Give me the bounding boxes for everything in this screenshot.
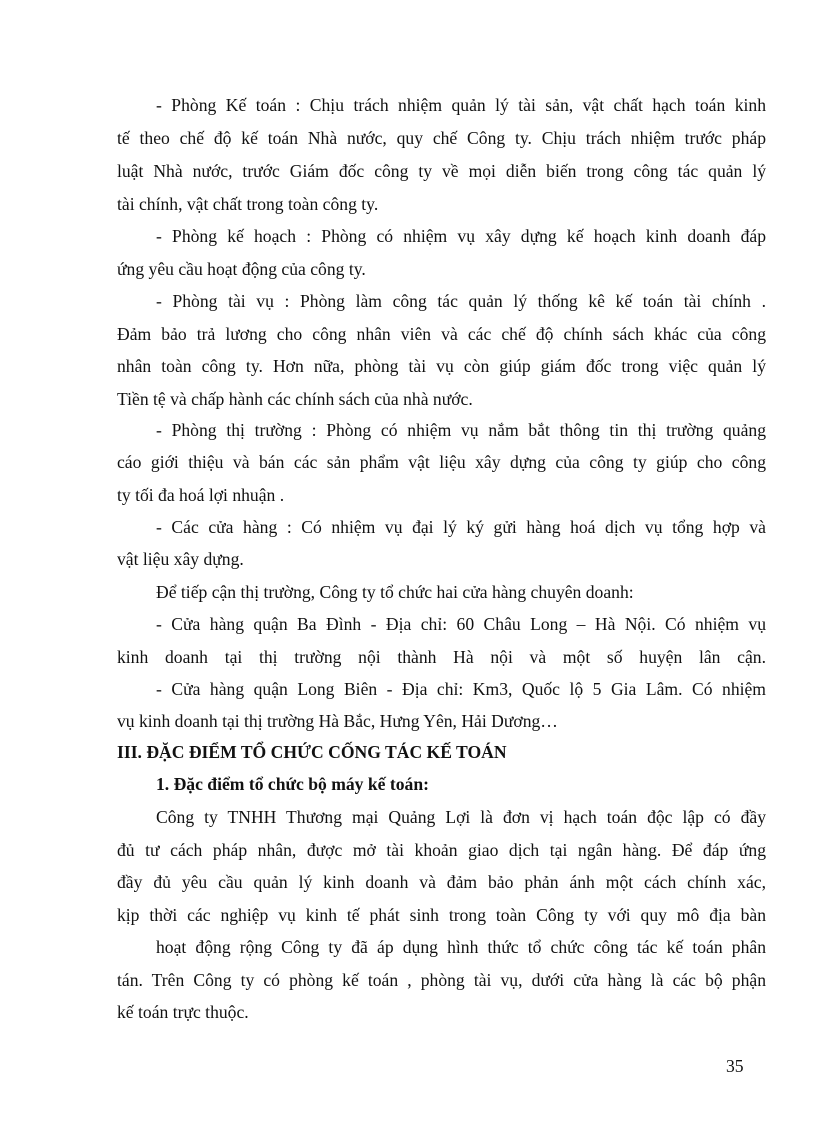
text-line: - Phòng tài vụ : Phòng làm công tác quản lý thống kê kế toán tài chính . [156, 291, 766, 311]
page-number: 35 [726, 1056, 744, 1076]
text-line: Tiền tệ và chấp hành các chính sách của nhà nước. [117, 389, 473, 409]
text-line: tế theo chế độ kế toán Nhà nước, quy chế Công ty. Chịu trách nhiệm trước pháp [117, 128, 766, 148]
text-line: luật Nhà nước, trước Giám đốc công ty về mọi diễn biến trong công tác quản lý [117, 161, 766, 181]
text-line: - Phòng thị trường : Phòng có nhiệm vụ nắm bắt thông tin thị trường quảng [156, 420, 766, 440]
text-line: Đảm bảo trả lương cho công nhân viên và các chế độ chính sách khác của công [117, 324, 766, 344]
text-line: đầy đủ yêu cầu quản lý kinh doanh và đảm bảo phản ánh một cách chính xác, [117, 872, 766, 892]
text-line: - Phòng kế hoạch : Phòng có nhiệm vụ xây dựng kế hoạch kinh doanh đáp [156, 226, 766, 246]
text-line: hoạt động rộng Công ty đã áp dụng hình thức tổ chức công tác kế toán phân [156, 937, 766, 957]
text-line: tán. Trên Công ty có phòng kế toán , phòng tài vụ, dưới cửa hàng là các bộ phận [117, 970, 766, 990]
text-line: vật liệu xây dựng. [117, 549, 244, 569]
text-line: - Các cửa hàng : Có nhiệm vụ đại lý ký gửi hàng hoá dịch vụ tổng hợp và [156, 517, 766, 537]
text-line: kịp thời các nghiệp vụ kinh tế phát sinh trong toàn Công ty với quy mô địa bàn [117, 905, 766, 925]
text-line: tài chính, vật chất trong toàn công ty. [117, 194, 379, 214]
text-line: đủ tư cách pháp nhân, được mở tài khoản giao dịch tại ngân hàng. Để đáp ứng [117, 840, 766, 860]
text-line: - Phòng Kế toán : Chịu trách nhiệm quản lý tài sản, vật chất hạch toán kinh [156, 95, 766, 115]
text-line: Để tiếp cận thị trường, Công ty tổ chức hai cửa hàng chuyên doanh: [156, 582, 634, 602]
text-line: - Cửa hàng quận Ba Đình - Địa chỉ: 60 Châu Long – Hà Nội. Có nhiệm vụ [156, 614, 766, 634]
text-line: ty tối đa hoá lợi nhuận . [117, 485, 285, 505]
text-line: cáo giới thiệu và bán các sản phẩm vật liệu xây dựng của công ty giúp cho công [117, 452, 766, 472]
subsection-heading: 1. Đặc điểm tổ chức bộ máy kế toán: [156, 774, 429, 794]
section-heading: III. ĐẶC ĐIỂM TỔ CHỨC CỐNG TÁC KẾ TOÁN [117, 742, 507, 762]
text-line: kinh doanh tại thị trường nội thành Hà nội và một số huyện lân cận. [117, 647, 766, 667]
text-line: Công ty TNHH Thương mại Quảng Lợi là đơn vị hạch toán độc lập có đầy [156, 807, 766, 827]
text-line: - Cửa hàng quận Long Biên - Địa chỉ: Km3, Quốc lộ 5 Gia Lâm. Có nhiệm [156, 679, 766, 699]
text-line: kế toán trực thuộc. [117, 1002, 249, 1022]
text-line: nhân toàn công ty. Hơn nữa, phòng tài vụ còn giúp giám đốc trong việc quản lý [117, 356, 766, 376]
text-line: ứng yêu cầu hoạt động của công ty. [117, 259, 366, 279]
text-line: vụ kinh doanh tại thị trường Hà Bắc, Hưng Yên, Hải Dương… [117, 711, 558, 731]
